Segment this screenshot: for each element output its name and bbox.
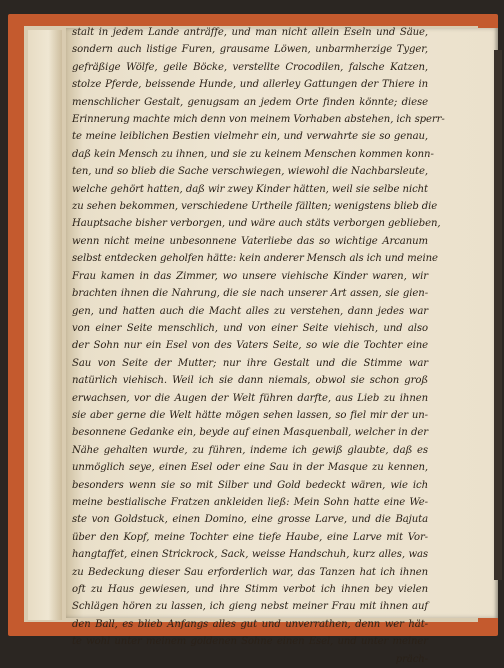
text-line: von einer Seite menschlich, und von einer Seite viehisch, und also (72, 322, 428, 334)
text-line: brachten ihnen die Nahrung, die sie nach unserer Art assen, sie gien- (72, 288, 428, 300)
text-line: unmöglich seye, einen Esel oder eine Sau in der Masque zu kennen, (72, 462, 428, 474)
text-line: te wohl unter meinem goldenen Sohne einen Esel, und unter meiner (72, 636, 428, 648)
text-line: erwachsen, vor die Augen der Welt führen darfte, aus Lieb zu ihnen (72, 392, 428, 404)
text-line: der Sohn nur ein Esel von des Vaters Seite, so wie die Tochter eine (72, 340, 428, 352)
text-line: Erinnerung machte mich denn von meinem Vorhaben abstehen, ich sperr- (72, 114, 445, 126)
text-line: besonders wenn sie so mit Silber und Gold bedeckt wären, wie ich (72, 479, 428, 491)
text-line: daß kein Mensch zu ihnen, und sie zu keinem Menschen kommen konn- (72, 148, 434, 160)
text-line: menschlicher Gestalt, genugsam an jedem Orte finden könnte; diese (72, 96, 428, 108)
text-line: Frau kamen in das Zimmer, wo unsere viehische Kinder waren, wir (72, 270, 428, 282)
text-line: Schlägen hören zu lassen, ich gieng nebst meiner Frau mit ihnen auf (72, 601, 428, 613)
text-line: selbst entdecken geholfen hätte: kein anderer Mensch als ich und meine (72, 253, 438, 265)
text-line: ste von Goldstuck, einen Domino, eine grosse Larve, und die Bajuta (72, 514, 428, 526)
flyleaf-page (28, 30, 62, 620)
text-line: den Ball, es blieb Anfangs alles gut und unverrathen, denn wer hät- (72, 618, 428, 630)
text-line: oft zu Haus gewiesen, und ihre Stimm verbot ich ihnen bey vielen (72, 584, 428, 595)
text-line: welche gehört hatten, daß wir zwey Kinder hätten, weil sie selbe nicht (72, 183, 428, 195)
text-line: gefräßige Wölfe, geile Böcke, verstellte Crocodilen, falsche Katzen, (72, 61, 428, 73)
text-line: stalt in jedem Lande anträffe, und man nicht allein Eseln und Säue, (72, 27, 428, 38)
text-line: zu Bedeckung dieser Sau erforderlich war, das Tanzen hat ich ihnen (72, 566, 428, 578)
text-line: gen, und hatten auch die Macht alles zu verstehen, dann jedes war (72, 305, 428, 317)
text-line: zu sehen bekommen, verschiedene Urtheile fällten; wenigstens blieb die (72, 201, 438, 213)
text-line: Nähe gehalten wurde, zu führen, indeme ich gewiß glaubte, daß es (72, 444, 428, 456)
text-line: Sau von Seite der Mutter; nur ihre Gestalt und die Stimme war (72, 357, 428, 369)
text-line: besonnene Gedanke ein, beyde auf einen Masquenball, welcher in der (72, 427, 428, 439)
text-line: hangtaffet, einen Strickrock, Sack, weisse Handschuh, kurz alles, was (72, 549, 428, 561)
text-line: über den Kopf, meine Tochter eine tiefe Haube, eine Larve mit Vor- (72, 531, 428, 543)
text-line: wenn nicht meine unbesonnene Vaterliebe das so wichtige Arcanum (72, 235, 428, 247)
page-edge (494, 50, 502, 580)
catchword: präch- (395, 653, 428, 665)
text-line: natürlich viehisch. Weil ich sie dann niemals, obwol sie schon groß (72, 375, 428, 387)
text-line: sondern auch listige Furen, grausame Löwen, unbarmherzige Tyger, (72, 44, 428, 56)
text-line: meine bestialische Fratzen ankleiden ließ: Mein Sohn hatte eine We- (72, 496, 428, 508)
text-line: te meine leiblichen Bestien vielmehr ein, und verwahrte sie so genau, (72, 131, 428, 143)
text-line: stolze Pferde, beissende Hunde, und allerley Gattungen der Thiere in (72, 79, 428, 91)
text-line: Hauptsache bisher verborgen, und wäre auch stäts verborgen geblieben, (72, 218, 441, 230)
page-text (72, 24, 445, 668)
text-line: ten, und so blieb die Sache verschwiegen, wiewohl die Nachbarsleute, (72, 166, 428, 178)
text-line: sie aber gerne die Welt hätte mögen sehen lassen, so fiel mir der un- (72, 409, 428, 421)
